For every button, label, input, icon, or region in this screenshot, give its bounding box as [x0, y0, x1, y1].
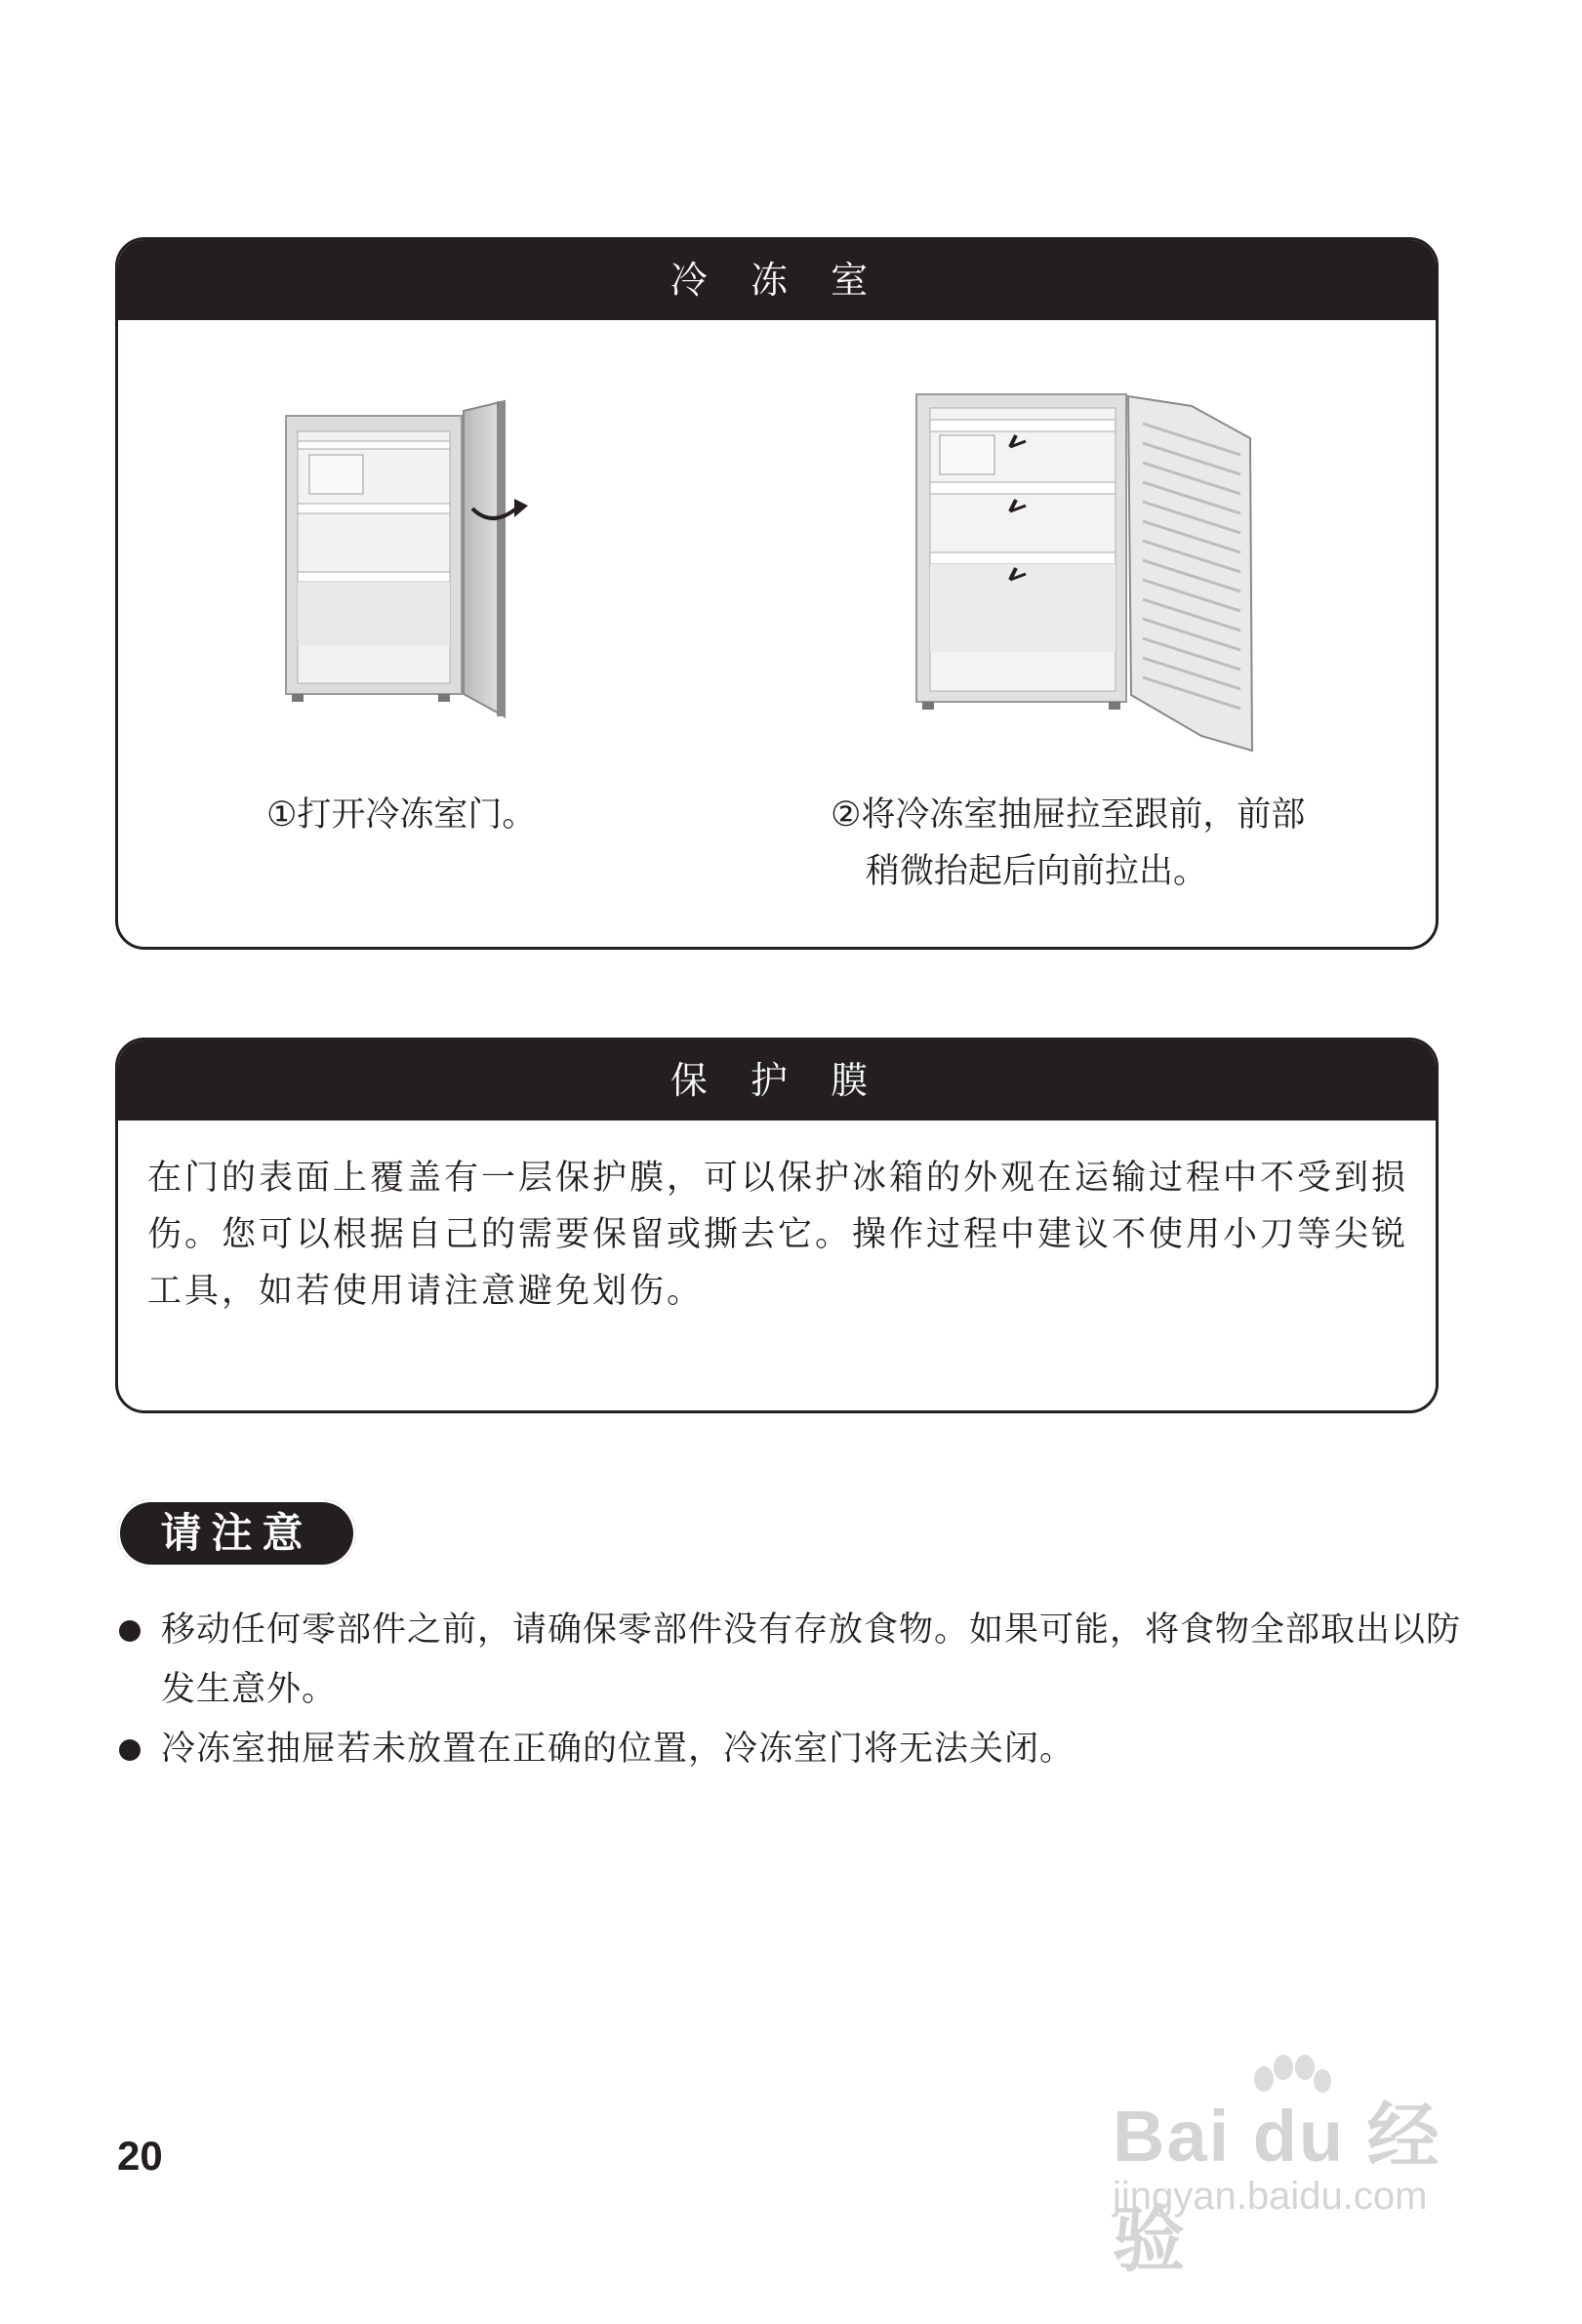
notice-list	[117, 1601, 1483, 1779]
notice-item	[117, 1720, 1483, 1779]
freezer-open-door-figure	[282, 396, 536, 718]
bullet-icon	[119, 1620, 141, 1642]
freezer-panel	[115, 237, 1439, 950]
bullet-icon	[119, 1739, 141, 1761]
notice-item-text: 冷冻室抽屉若未放置在正确的位置，冷冻室门将无法关闭。	[161, 1730, 1075, 1769]
notice-title-badge: 请注意	[117, 1499, 356, 1568]
protective-film-panel	[115, 1038, 1439, 1413]
page-number: 20	[117, 2133, 163, 2179]
step-2-caption	[831, 787, 1305, 900]
baidu-jingyan-watermark	[1103, 2059, 1474, 2280]
step-2-caption-line-2: 稍微抬起后向前拉出。	[866, 852, 1208, 891]
protective-film-panel-title: 保 护 膜	[118, 1040, 1436, 1121]
protective-film-description: 在门的表面上覆盖有一层保护膜，可以保护冰箱的外观在运输过程中不受到损伤。您可以根据自己的需要保留或撕去它。操作过程中建议不使用小刀等尖锐工具，如若使用请注意避免划伤。	[147, 1159, 1409, 1311]
watermark-logo: Bai du 经验	[1113, 2096, 1441, 2280]
step-2-caption-line-1: ②将冷冻室抽屉拉至跟前，前部	[831, 795, 1306, 835]
freezer-panel-title: 冷 冻 室	[118, 240, 1436, 320]
notice-item-text: 移动任何零部件之前，请确保零部件没有存放食物。如果可能，将食物全部取出以防发生意外。	[161, 1610, 1462, 1709]
watermark-url: jingyan.baidu.com	[1113, 2175, 1428, 2218]
step-1-caption: ①打开冷冻室门。	[266, 795, 537, 835]
notice-item	[117, 1601, 1483, 1720]
freezer-drawer-removal-figure	[909, 385, 1260, 755]
